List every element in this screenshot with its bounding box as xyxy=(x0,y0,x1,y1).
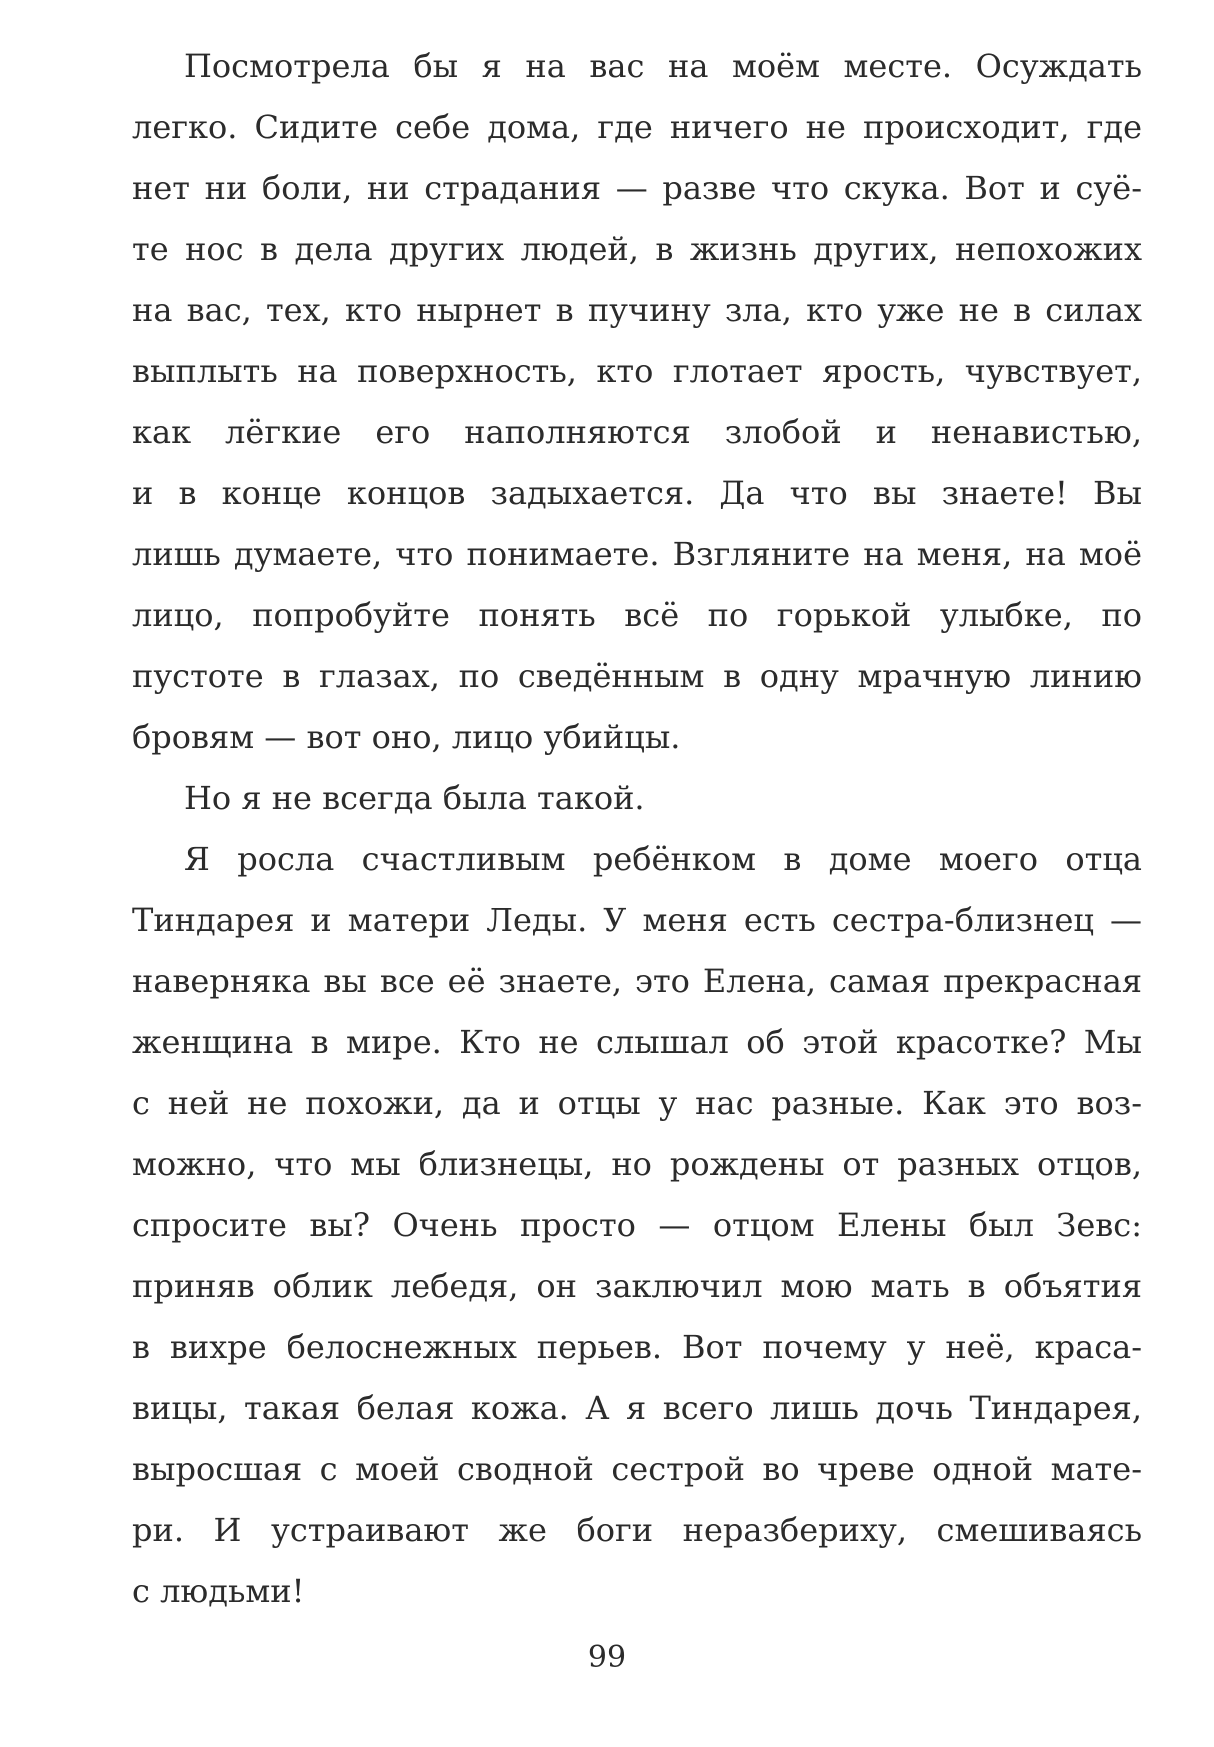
text-line: в вихре белоснежных перьев. Вот почему у неё, краса- xyxy=(132,1328,1142,1366)
text-line: Тиндарея и матери Леды. У меня есть сестра-близнец — xyxy=(132,901,1142,939)
text-line: Посмотрела бы я на вас на моём месте. Осуждать xyxy=(184,47,1142,85)
text-line: ри. И устраивают же боги неразбериху, смешиваясь xyxy=(132,1511,1142,1549)
text-line: на вас, тех, кто нырнет в пучину зла, кто уже не в силах xyxy=(132,291,1142,329)
text-line: наверняка вы все её знаете, это Елена, самая прекрасная xyxy=(132,962,1142,1000)
text-line: с ней не похожи, да и отцы у нас разные. Как это воз- xyxy=(132,1084,1142,1122)
text-line: как лёгкие его наполняются злобой и ненавистью, xyxy=(132,413,1142,451)
text-line: вицы, такая белая кожа. А я всего лишь дочь Тиндарея, xyxy=(132,1389,1142,1427)
text-line: выплыть на поверхность, кто глотает ярость, чувствует, xyxy=(132,352,1142,390)
text-line: выросшая с моей сводной сестрой во чреве одной мате- xyxy=(132,1450,1142,1488)
text-line: и в конце концов задыхается. Да что вы знаете! Вы xyxy=(132,474,1142,512)
text-line: бровям — вот оно, лицо убийцы. xyxy=(132,718,681,756)
text-line: лицо, попробуйте понять всё по горькой улыбке, по xyxy=(132,596,1142,634)
text-line: приняв облик лебедя, он заключил мою мать в объятия xyxy=(132,1267,1142,1305)
text-line: нет ни боли, ни страдания — разве что скука. Вот и суё- xyxy=(132,169,1142,207)
text-line: пустоте в глазах, по сведённым в одну мрачную линию xyxy=(132,657,1142,695)
text-line: Но я не всегда была такой. xyxy=(184,779,645,817)
text-line: можно, что мы близнецы, но рождены от разных отцов, xyxy=(132,1145,1142,1183)
text-line: легко. Сидите себе дома, где ничего не происходит, где xyxy=(132,108,1142,146)
page-body-text xyxy=(132,36,1142,1622)
text-line: женщина в мире. Кто не слышал об этой красотке? Мы xyxy=(132,1023,1142,1061)
text-line: Я росла счастливым ребёнком в доме моего отца xyxy=(184,840,1142,878)
text-line: лишь думаете, что понимаете. Взгляните на меня, на моё xyxy=(132,535,1142,573)
text-line: с людьми! xyxy=(132,1572,305,1610)
text-line: те нос в дела других людей, в жизнь других, непохожих xyxy=(132,230,1142,268)
page-number: 99 xyxy=(587,1640,627,1675)
text-line: спросите вы? Очень просто — отцом Елены был Зевс: xyxy=(132,1206,1142,1244)
